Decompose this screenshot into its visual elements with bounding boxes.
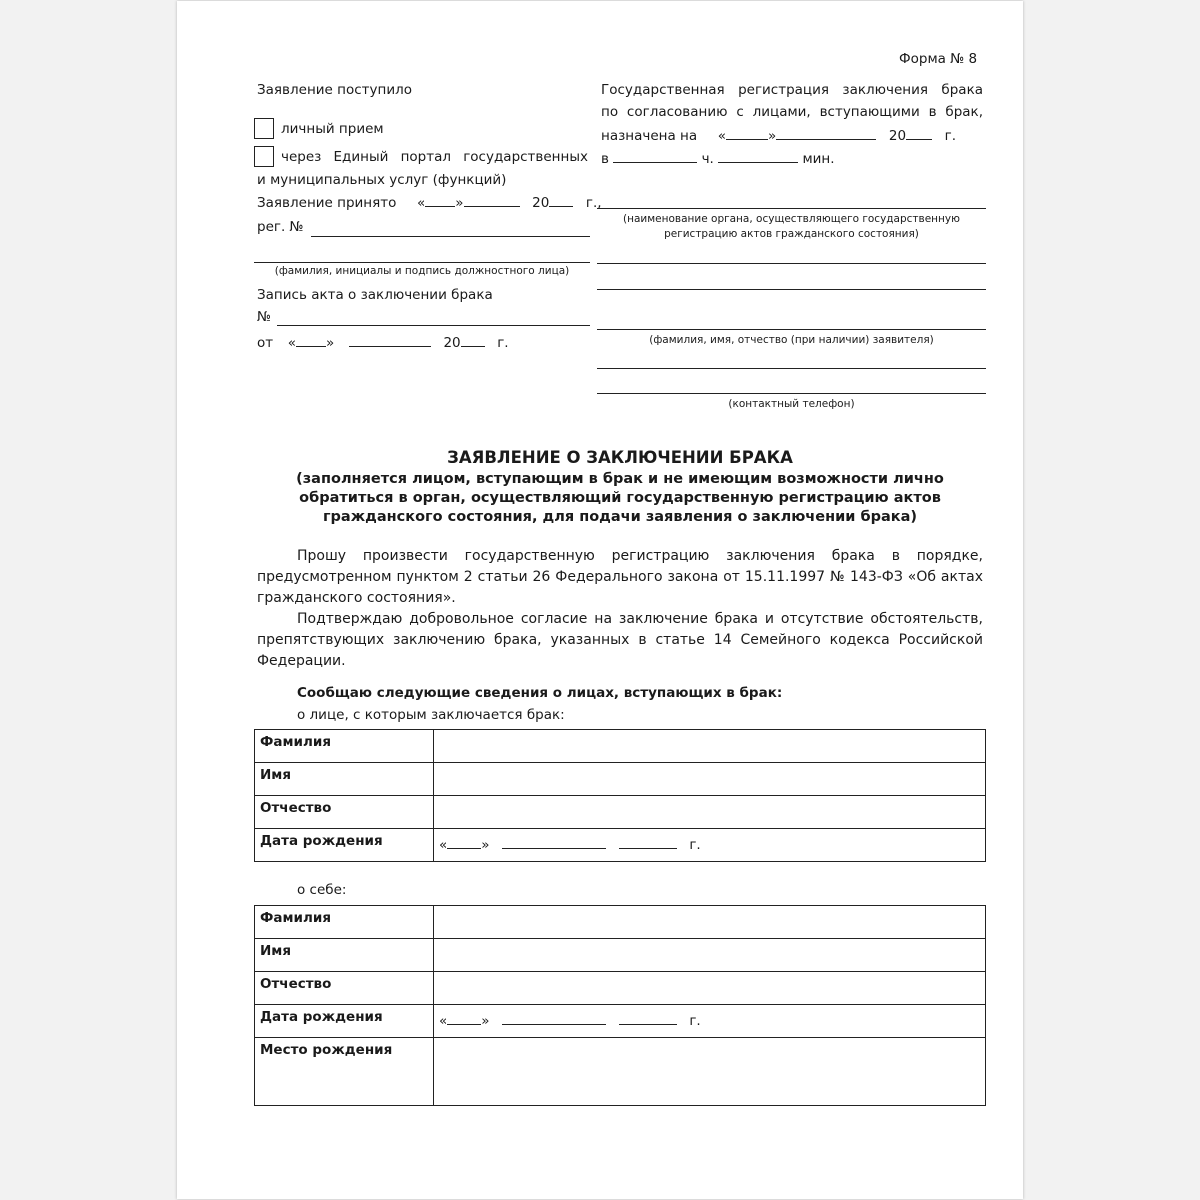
reg-date-row (601, 126, 956, 144)
table-row (255, 972, 986, 1005)
birth-date-label: Дата рождения (255, 829, 434, 862)
applicant-caption: (фамилия, имя, отчество (при наличии) заявителя) (649, 334, 934, 346)
birth-date-label: Дата рождения (255, 1005, 434, 1038)
partner-birth-month-field[interactable] (502, 835, 606, 849)
date-close-quote: » (481, 837, 490, 853)
accepted-month-field[interactable] (464, 193, 520, 207)
self-surname-cell[interactable] (434, 906, 986, 939)
self-info-table (254, 905, 986, 1106)
form-page (177, 1, 1023, 1199)
consent-paragraph (257, 609, 983, 672)
record-day-field[interactable] (296, 333, 326, 347)
authority-caption-line1: (наименование органа, осуществляющего государственную (623, 213, 960, 225)
patronymic-label: Отчество (255, 796, 434, 829)
self-name-cell[interactable] (434, 939, 986, 972)
reg-month-field[interactable] (776, 126, 876, 140)
table-row (255, 829, 986, 862)
reg-time-row (601, 149, 835, 167)
accepted-row (257, 193, 602, 211)
table-row (255, 730, 986, 763)
accepted-label: Заявление принято (257, 195, 397, 211)
partner-name-cell[interactable] (434, 763, 986, 796)
date-open-quote: « (439, 837, 448, 853)
self-birth-place-cell[interactable] (434, 1038, 986, 1106)
table-row (255, 796, 986, 829)
reg-close-quote: » (768, 128, 777, 144)
record-year-field[interactable] (461, 333, 485, 347)
partner-birth-day-field[interactable] (447, 835, 481, 849)
surname-label: Фамилия (255, 906, 434, 939)
phone-line1[interactable] (597, 368, 986, 369)
reg-year-field[interactable] (906, 126, 932, 140)
date-year-suffix: г. (689, 837, 701, 853)
reg-day-field[interactable] (726, 126, 768, 140)
accepted-year-prefix: 20 (532, 195, 550, 211)
time-minutes-label: мин. (802, 151, 835, 167)
self-patronymic-cell[interactable] (434, 972, 986, 1005)
personal-checkbox[interactable] (254, 118, 274, 139)
record-close-quote: » (325, 335, 335, 351)
table-row (255, 1005, 986, 1038)
applicant-name-line3[interactable] (597, 329, 986, 330)
reg-number-label: рег. № (257, 219, 304, 235)
reg-year-prefix: 20 (888, 128, 907, 144)
phone-line2[interactable] (597, 393, 986, 394)
official-caption: (фамилия, инициалы и подпись должностного лица) (274, 265, 570, 277)
portal-checkbox[interactable] (254, 146, 274, 167)
record-open-quote: « (287, 335, 296, 351)
portal-option-line1: через Единый портал государственных (281, 149, 588, 165)
record-from-label: от (257, 335, 274, 351)
info-heading: Сообщаю следующие сведения о лицах, вступающих в брак: (297, 685, 783, 701)
name-label: Имя (255, 763, 434, 796)
request-paragraph (257, 546, 983, 609)
partner-surname-cell[interactable] (434, 730, 986, 763)
partner-birth-year-field[interactable] (619, 835, 677, 849)
document-title: ЗАЯВЛЕНИЕ О ЗАКЛЮЧЕНИИ БРАКА (447, 448, 793, 467)
personal-option-label: личный прием (281, 121, 384, 137)
authority-name-line[interactable] (597, 208, 986, 209)
time-in-label: в (601, 151, 609, 167)
record-month-field[interactable] (349, 333, 431, 347)
applicant-name-line2[interactable] (597, 289, 986, 290)
phone-caption: (контактный телефон) (728, 398, 855, 410)
official-signature-line[interactable] (254, 262, 590, 263)
self-birth-date-cell[interactable] (434, 1005, 986, 1038)
name-label: Имя (255, 939, 434, 972)
record-number-sign: № (257, 309, 272, 325)
accepted-day-field[interactable] (425, 193, 455, 207)
authority-caption-line2: регистрацию актов гражданского состояния) (664, 228, 919, 240)
reg-date-label: назначена на (601, 128, 698, 144)
partner-birth-date-cell[interactable] (434, 829, 986, 862)
time-hours-field[interactable] (613, 149, 697, 163)
document-subtitle-line1: (заполняется лицом, вступающим в брак и не имеющим возможности лично (296, 471, 944, 487)
self-birth-year-field[interactable] (619, 1011, 677, 1025)
time-hours-label: ч. (701, 151, 714, 167)
partner-info-table (254, 729, 986, 862)
record-year-suffix: г. (497, 335, 509, 351)
record-year-prefix: 20 (443, 335, 461, 351)
table-row (255, 906, 986, 939)
reg-text-line1: Государственная регистрация заключения брака (601, 82, 983, 98)
document-subtitle-line2: обратиться в орган, осуществляющий государственную регистрацию актов (299, 490, 941, 506)
reg-number-field[interactable] (311, 236, 590, 237)
date-close-quote: » (481, 1013, 490, 1029)
request-paragraph-text: Прошу произвести государственную регистрацию заключения брака в порядке, предусмотренном пунктом 2 статьи 26 Федерального закона от 15.11.1997 № 143-ФЗ «Об актах гражданского состояния». (257, 548, 983, 606)
date-year-suffix: г. (689, 1013, 701, 1029)
about-self-label: о себе: (297, 882, 347, 898)
accepted-year-suffix: г., (585, 195, 602, 211)
reg-text-line2: по согласованию с лицами, вступающими в брак, (601, 104, 983, 120)
record-label: Запись акта о заключении брака (257, 287, 493, 303)
form-number: Форма № 8 (899, 51, 978, 67)
table-row (255, 939, 986, 972)
record-number-field[interactable] (277, 325, 590, 326)
accepted-year-field[interactable] (549, 193, 573, 207)
reg-open-quote: « (717, 128, 727, 144)
table-row (255, 1038, 986, 1106)
birth-place-label: Место рождения (255, 1038, 434, 1106)
table-row (255, 763, 986, 796)
date-open-quote: « (439, 1013, 448, 1029)
document-subtitle-line3: гражданского состояния, для подачи заявления о заключении брака) (322, 509, 918, 525)
surname-label: Фамилия (255, 730, 434, 763)
patronymic-label: Отчество (255, 972, 434, 1005)
received-label: Заявление поступило (257, 82, 412, 98)
accepted-close-quote: » (455, 195, 464, 211)
consent-paragraph-text: Подтверждаю добровольное согласие на заключение брака и отсутствие обстоятельств, препятствующих заключению брака, указанных в статье 14 Семейного кодекса Российской Федерации. (257, 611, 983, 669)
applicant-name-line1[interactable] (597, 263, 986, 264)
partner-patronymic-cell[interactable] (434, 796, 986, 829)
accepted-open-quote: « (416, 195, 426, 211)
about-partner-label: о лице, с которым заключается брак: (297, 707, 565, 723)
portal-option-line2: и муниципальных услуг (функций) (257, 172, 507, 188)
reg-year-suffix: г. (944, 128, 957, 144)
self-birth-day-field[interactable] (447, 1011, 481, 1025)
record-date-row (257, 333, 509, 351)
self-birth-month-field[interactable] (502, 1011, 606, 1025)
time-minutes-field[interactable] (718, 149, 798, 163)
